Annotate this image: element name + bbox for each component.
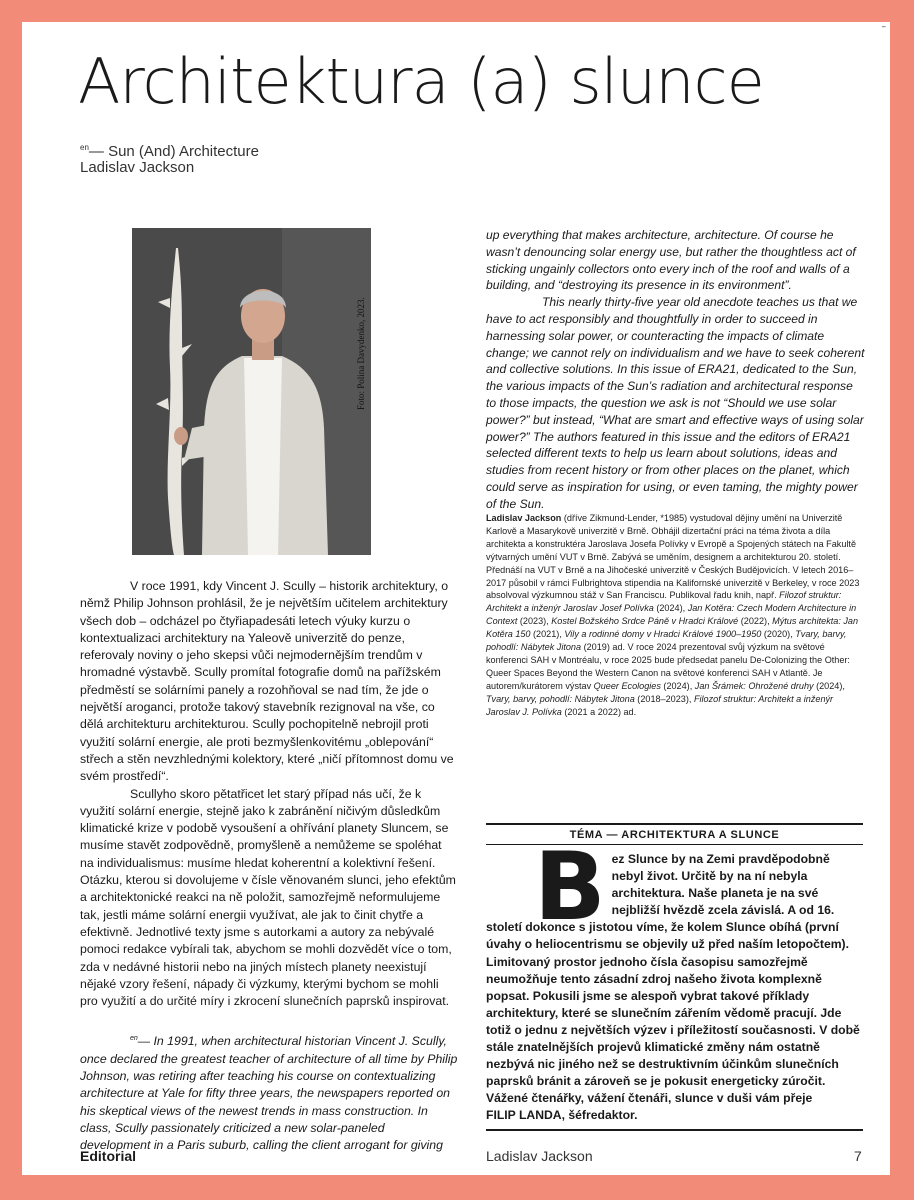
bio-text: (2019) ad. V roce 2024 prezentoval svůj výzkum na světové konferenci SAH v Montréalu, v roce 2025 bude předsedat panelu De-Colonizing the Other: Queer Spaces Beyond the Western Canon na světové konferenci SAH v Atlantě. Je autorem/kurátorem výstav <box>486 642 850 691</box>
bio-name: Ladislav Jackson <box>486 513 562 523</box>
theme-body-text: ez Slunce by na Zemi pravděpodobně nebyl život. Určitě by na ní nebyla architektura. Naše planeta je na své nejbližší hvězdě zcela závislá. A od 16. století dokonce s jistotou víme, že kolem Slunce obíhá (první úvahy o heliocentrismu se objevily už před naším letopočtem). Limitovaný prostor jednoho čísla časopisu samozřejmě neumožňuje tento zásadní zdroj našeho života komplexně popsat. Pokusili jsme se alespoň vybrat takové příklady architektury, které se slunečním zářením vědomě pracují. Jde totiž o jednu z největších výzev i příležitostí současnosti. V době stále znatelnějších projevů klimatické změny nám ostatně nezbývá nic jiného než se destruktivním účinkům slunečních paprsků bránit a zároveň se je pokusit energeticky zúročit. <box>486 852 860 1089</box>
czech-paragraph-2: Scullyho skoro pětatřicet let starý případ nás učí, že k využití solární energie, stejně jako k zabránění ničivým důsledkům klimatické krize v podobě vysoušení a ohřívání planety Sluncem, se musíme stavět zodpovědně, promyšleně a nemůžeme se spoléhat na individualismus: musíme hledat koherentní a kolektivní řešení. Otázku, kterou si dovolujeme v čísle věnovaném slunci, jeho efektům a architektonické reakci na ně položit, samozřejmě neformulujeme tak, jestli máme solární energii využívat, ale jak to činit chytře a efektivně. Jednotlivé texty jsme s autorkami a autory za nebývalé pomoci redakce vybírali tak, abychom se mohli dozvědět více o tom, zda v nedávné historii nebo na jiných místech planety neexistují nějaké vzory řešení, nápady či výzkumy, kterými bychom se mohli pro využití a do určité míry i zkrocení slunečních paprsků inspirovat. <box>80 786 456 1009</box>
bio-text: (2021), <box>530 629 565 640</box>
bio-book-title: Filozof struktur: Architekt a inženýr Jaroslav Josef Polívka <box>486 590 842 614</box>
bio-text: (2020), <box>761 629 796 640</box>
magazine-page <box>22 22 890 1175</box>
subtitle-text: — Sun (And) Architecture <box>88 143 259 160</box>
bio-text: (2024), <box>653 603 688 614</box>
divider <box>486 1129 863 1131</box>
theme-box <box>486 823 863 1131</box>
english-paragraph-1-text: — In 1991, when architectural historian Vincent J. Scully, once declared the greatest teacher of architecture of all time by Philip Johnson, was retiring after teaching his course on contextualizing architecture at Yale for fifty three years, the newspapers reported on his skeptical views of the newest trends in mass construction. In class, Scully passionately criticized a new solar-paneled development in a Paris suburb, calling the client arrogant for giving <box>80 1034 458 1153</box>
bio-exhibition-title: Tvary, barvy, pohodlí: Nábytek Jitona <box>486 693 635 704</box>
bio-book-title: Vily a rodinné domy v Hradci Králové 1900–1950 <box>564 629 762 640</box>
bio-exhibition-title: Jan Šrámek: Ohrožené druhy <box>694 680 814 691</box>
corner-mark: – <box>881 22 886 32</box>
bio-book-title: Mýtus architekta: Jan Kotěra 150 <box>486 616 859 640</box>
english-paragraph-1-cont: up everything that makes architecture, architecture. Of course he wasn’t denouncing solar energy use, but rather the thoughtless act of sticking ungainly collectors onto every inch of the roof and walls of a building, and “destroying its presence in its environment”. <box>486 228 856 293</box>
bio-book-title: Kostel Božského Srdce Páně v Hradci Králové <box>551 616 739 627</box>
photo-credit: Foto: Polina Davydenko, 2023. <box>356 297 366 410</box>
en-lang-tag: en <box>130 1035 138 1043</box>
bio-text: (2024), <box>813 680 845 691</box>
bio-text: (2024), <box>660 680 695 691</box>
bio-text: (2023), <box>517 616 552 627</box>
author-bio <box>486 512 866 719</box>
left-column <box>80 578 458 1155</box>
footer-author: Ladislav Jackson <box>486 1148 593 1164</box>
bio-book-title: Tvary, barvy, pohodlí: Nábytek Jitona <box>486 629 847 653</box>
bio-exhibition-title: Queer Ecologies <box>593 680 661 691</box>
article-author: Ladislav Jackson <box>80 159 195 176</box>
theme-greeting: Vážené čtenářky, vážení čtenáři, slunce v duši vám přeje <box>486 1091 813 1106</box>
czech-paragraph-1: V roce 1991, kdy Vincent J. Scully – historik architektury, o němž Philip Johnson prohlásil, že je největším učitelem architektury všech dob – odcházel po čtyřiapadesáti letech výuky kurzu o kontextualizaci architektury na Yaleově univerzitě do penze, referovaly noviny o jeho skepsi vůči nejmodernějším trendům v hromadné výstavbě. Scully promítal fotografie domů na pařížském předměstí se solárními panely a rozohňoval se nad tím, že jde o největší aroganci, protože takový stavebník rezignoval na vše, co dělá architekturu architekturou. Scully pochopitelně nebrojil proti využití solární energie, ale proti bezmyšlenkovitému „oblepování“ střech a stěn nevzhlednými kolektory, které „ničí přítomnost domu ve svém prostředí“. <box>80 579 454 784</box>
lang-tag: en <box>80 143 89 152</box>
theme-heading: TÉMA — ARCHITEKTURA A SLUNCE <box>486 825 863 845</box>
footer-section: Editorial <box>80 1148 137 1164</box>
drop-cap: B <box>534 833 606 942</box>
page-number: 7 <box>854 1148 862 1164</box>
bio-text: (2022), <box>738 616 773 627</box>
english-paragraph-2: This nearly thirty-five year old anecdote teaches us that we have to act responsibly and thoughtfully in order to succeed in harnessing solar power, or counteracting the impacts of climate change; we cannot rely on individualism and we have to seek coherent and collective solutions. In this issue of ERA21, dedicated to the Sun, the various impacts of the Sun’s radiation and architectural response to those impacts, the question we ask is not “Should we use solar power?” but instead, “What are smart and effective ways of using solar power?” The authors featured in this issue and the editors of ERA21 selected different texts to help us learn about solutions, ideas and studies from recent history or from other places on the planet, which could serve as inspiration for using, or even taming, the mighty power of the Sun. <box>486 295 865 511</box>
article-title: Architektura (a) slunce <box>78 45 764 118</box>
author-portrait-illustration <box>132 228 371 555</box>
bio-text: (dříve Zikmund-Lender, *1985) vystudoval dějiny umění na Univerzitě Karlově a Masarykově univerzitě v Brně. Obhájil dizertační práci na téma života a díla architekta a konstruktéra Jaroslava Josefa Polívky v Evropě a Spojených státech na Fakultě výtvarných umění VUT v Brně. Zabývá se uměním, designem a architekturou 20. století. Přednáší na VUT v Brně a na Jihočeské univerzitě v Českých Budějovicích. V letech 2016–2017 působil v rámci Fulbrightova stipendia na Kalifornské univerzitě v Berkeley, v roce 2023 absolvoval výzkumnou stáž v San Franciscu. Publikoval řadu knih, např. <box>486 513 860 601</box>
bio-exhibition-title: Filozof struktur: Architekt a inženýr Jaroslav J. Polívka <box>486 693 834 717</box>
bio-text: (2018–2023), <box>634 693 694 704</box>
author-photo <box>132 228 371 555</box>
bio-book-title: Jan Kotěra: Czech Modern Architecture in Context <box>486 603 857 627</box>
theme-signature: FILIP LANDA, šéfredaktor. <box>486 1108 638 1123</box>
english-paragraph-1 <box>80 1030 458 1154</box>
right-column-english <box>486 227 866 513</box>
bio-text: (2021 a 2022) ad. <box>561 706 637 717</box>
